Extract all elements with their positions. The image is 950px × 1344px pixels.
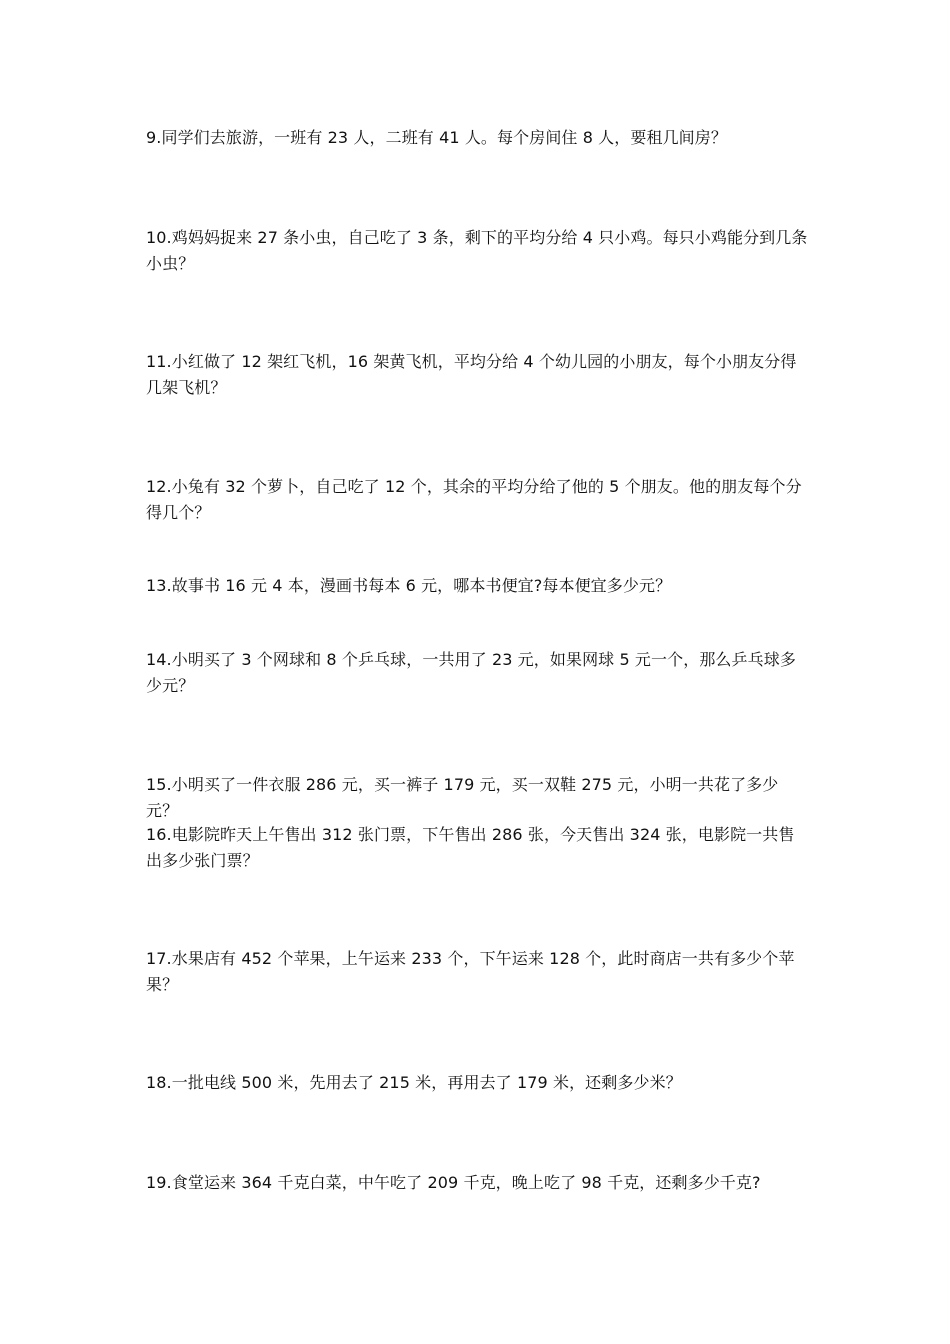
problem-text: 一批电线 500 米，先用去了 215 米，再用去了 179 米，还剩多少米？ <box>171 1073 682 1092</box>
problem-11 <box>146 349 810 401</box>
problem-text: 小明买了 3 个网球和 8 个乒乓球，一共用了 23 元，如果网球 5 元一个，那么乒乓球多少元？ <box>146 650 796 695</box>
problem-text: 鸡妈妈捉来 27 条小虫，自己吃了 3 条，剩下的平均分给 4 只小鸡。每只小鸡能分到几条小虫？ <box>146 228 808 273</box>
problem-14 <box>146 647 810 699</box>
problem-number: 17. <box>146 949 172 968</box>
problem-number: 12. <box>146 477 172 496</box>
problem-text: 小兔有 32 个萝卜，自己吃了 12 个，其余的平均分给了他的 5 个朋友。他的朋友每个分得几个？ <box>146 477 802 522</box>
problem-17 <box>146 946 810 998</box>
problem-number: 13. <box>146 576 172 595</box>
problem-16 <box>146 822 810 874</box>
problem-number: 15. <box>146 775 172 794</box>
problem-9 <box>146 125 810 151</box>
problem-text: 水果店有 452 个苹果，上午运来 233 个，下午运来 128 个，此时商店一共有多少个苹果？ <box>146 949 795 994</box>
problem-18 <box>146 1070 810 1096</box>
problem-12 <box>146 474 810 526</box>
problem-number: 11. <box>146 352 172 371</box>
problem-text: 故事书 16 元 4 本，漫画书每本 6 元，哪本书便宜?每本便宜多少元？ <box>171 576 672 595</box>
problem-text: 小明买了一件衣服 286 元，买一裤子 179 元，买一双鞋 275 元，小明一共花了多少元？ <box>146 775 779 820</box>
problem-13 <box>146 573 810 599</box>
problem-15 <box>146 772 810 824</box>
problem-text: 小红做了 12 架红飞机，16 架黄飞机，平均分给 4 个幼儿园的小朋友，每个小朋友分得几架飞机？ <box>146 352 797 397</box>
problem-number: 16. <box>146 825 172 844</box>
problem-number: 9. <box>146 128 162 147</box>
problem-text: 电影院昨天上午售出 312 张门票，下午售出 286 张，今天售出 324 张，电影院一共售出多少张门票？ <box>146 825 795 870</box>
problem-10 <box>146 225 810 277</box>
problem-number: 14. <box>146 650 172 669</box>
problem-number: 10. <box>146 228 172 247</box>
problem-text: 食堂运来 364 千克白菜，中午吃了 209 千克，晚上吃了 98 千克，还剩多少千克? <box>171 1173 761 1192</box>
problem-number: 19. <box>146 1173 172 1192</box>
problem-19 <box>146 1170 810 1196</box>
problem-number: 18. <box>146 1073 172 1092</box>
problem-text: 同学们去旅游，一班有 23 人，二班有 41 人。每个房间住 8 人，要租几间房？ <box>161 128 727 147</box>
